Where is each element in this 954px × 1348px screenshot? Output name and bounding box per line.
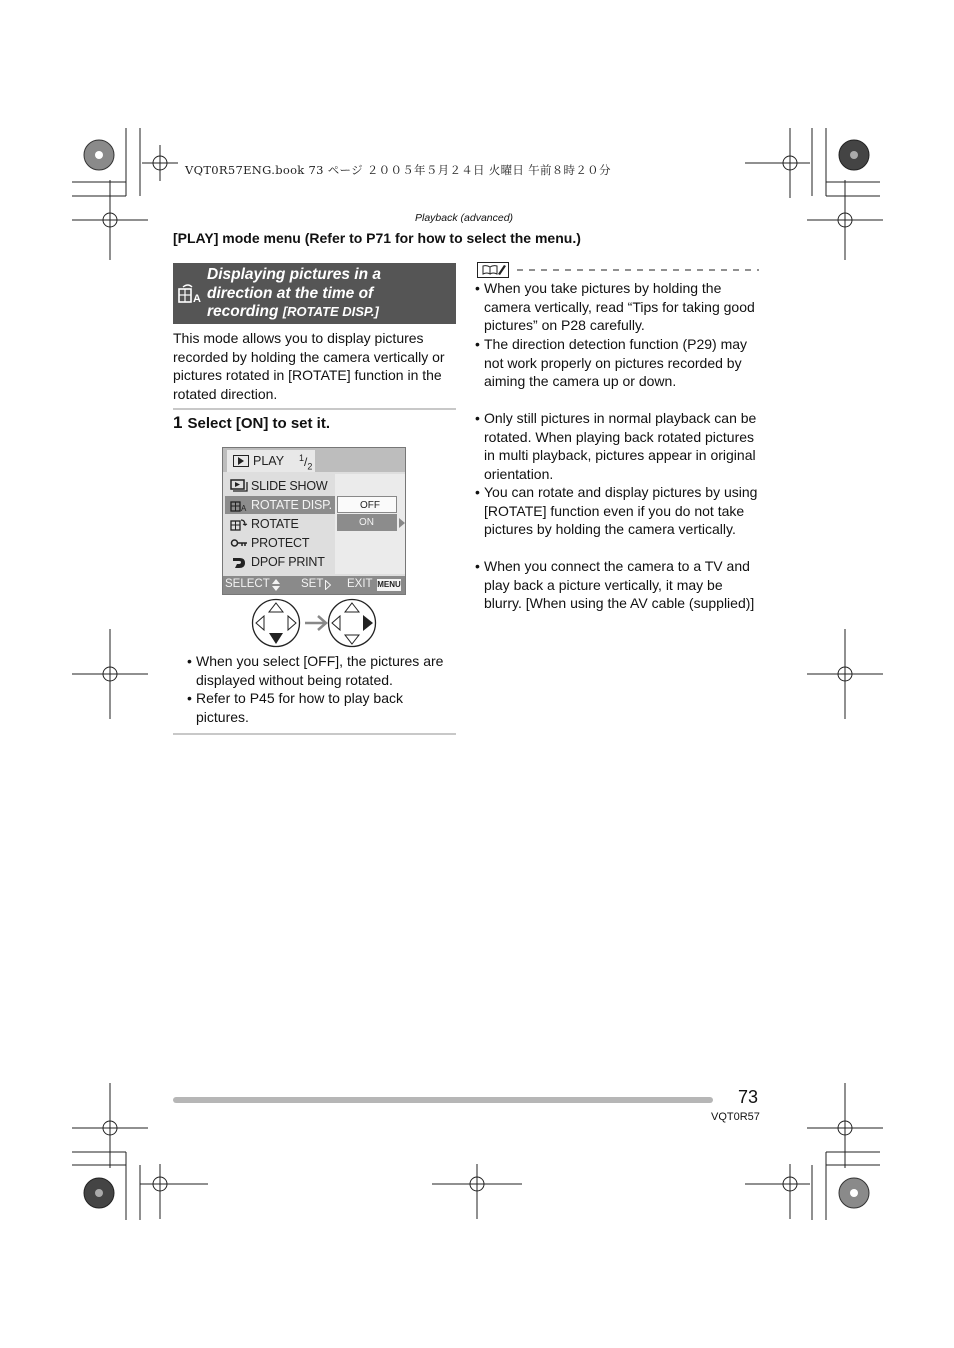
camera-lcd-screen (222, 447, 406, 595)
list-item: • When you connect the camera to a TV and play back a picture vertically, it may be blurry. [When using the AV cable (supplied)] (484, 557, 762, 613)
cursor-button-diagram (250, 598, 380, 650)
section-label: Playback (advanced) (415, 212, 514, 224)
list-item: • When you select [OFF], the pictures are displayed without being rotated. (196, 652, 458, 689)
list-item: • The direction detection function (P29) may not work properly on pictures recorded by aiming the camera up or down. (484, 335, 762, 391)
section-banner (173, 263, 456, 324)
option-off[interactable]: OFF (337, 496, 397, 513)
up-down-icon (271, 579, 281, 591)
list-item: • You can rotate and display pictures by using [ROTATE] function even if you do not take pictures by holding the camera vertically. (484, 483, 762, 539)
print-header: VQT0R57ENG.book 73 ページ ２００５年５月２４日 火曜日 午前８時２０分 (185, 163, 611, 177)
print-icon (230, 555, 248, 569)
menu-item-rotate-disp[interactable]: A ROTATE DISP. (225, 496, 335, 514)
step-1: 1 Select [ON] to set it. (173, 413, 330, 432)
menu-note: [PLAY] mode menu (Refer to P71 for how to select the menu.) (173, 230, 581, 246)
tab-play[interactable]: PLAY $^1/_2$ (227, 450, 315, 472)
document-code: VQT0R57 (711, 1111, 760, 1123)
menu-item-protect[interactable]: PROTECT (225, 534, 335, 552)
lcd-footer: SELECT SET EXIT MENU (223, 576, 405, 594)
svg-text:A: A (193, 293, 201, 304)
play-icon (233, 455, 249, 467)
key-icon (230, 536, 248, 550)
list-item: • When you take pictures by holding the camera vertically, read “Tips for taking good pictures” on P28 carefully. (484, 279, 762, 335)
menu-item-rotate[interactable]: ROTATE (225, 515, 335, 533)
divider (173, 408, 456, 410)
rotate-disp-icon (230, 498, 248, 512)
svg-text:A: A (241, 504, 247, 512)
intro-text: This mode allows you to display pictures recorded by holding the camera vertically or pictures rotated in [ROTATE] function in the rotated direction. (173, 330, 445, 402)
slide-show-icon (230, 479, 248, 493)
arrow-right-icon (305, 616, 326, 630)
cursor-button-right-icon (329, 600, 376, 647)
divider (173, 733, 456, 735)
rotate-icon (230, 517, 248, 531)
list-item: • Refer to P45 for how to play back pictures. (196, 689, 458, 726)
banner-subtitle: [ROTATE DISP.] (282, 304, 379, 319)
list-item: • Only still pictures in normal playback can be rotated. When playing back rotated pictures in multi playback, pictures appear in original orientation. (484, 409, 762, 483)
rotate-disp-icon (177, 282, 203, 304)
menu-item-slide-show[interactable]: SLIDE SHOW (225, 477, 335, 495)
cursor-button-down-icon (253, 600, 300, 647)
menu-item-dpof-print[interactable]: DPOF PRINT (225, 553, 335, 571)
option-on[interactable]: ON (337, 514, 397, 531)
page-number: 73 (738, 1087, 759, 1107)
menu-key-label: MENU (377, 580, 401, 589)
chevron-right-icon (399, 518, 405, 528)
page-indicator: $^1/_2$ (299, 453, 313, 472)
right-triangle-icon (325, 580, 331, 590)
footer-bar (173, 1097, 713, 1103)
banner-title: Displaying pictures in a direction at the time of recording [ROTATE DISP.] (207, 266, 381, 320)
note-icon (477, 262, 759, 278)
